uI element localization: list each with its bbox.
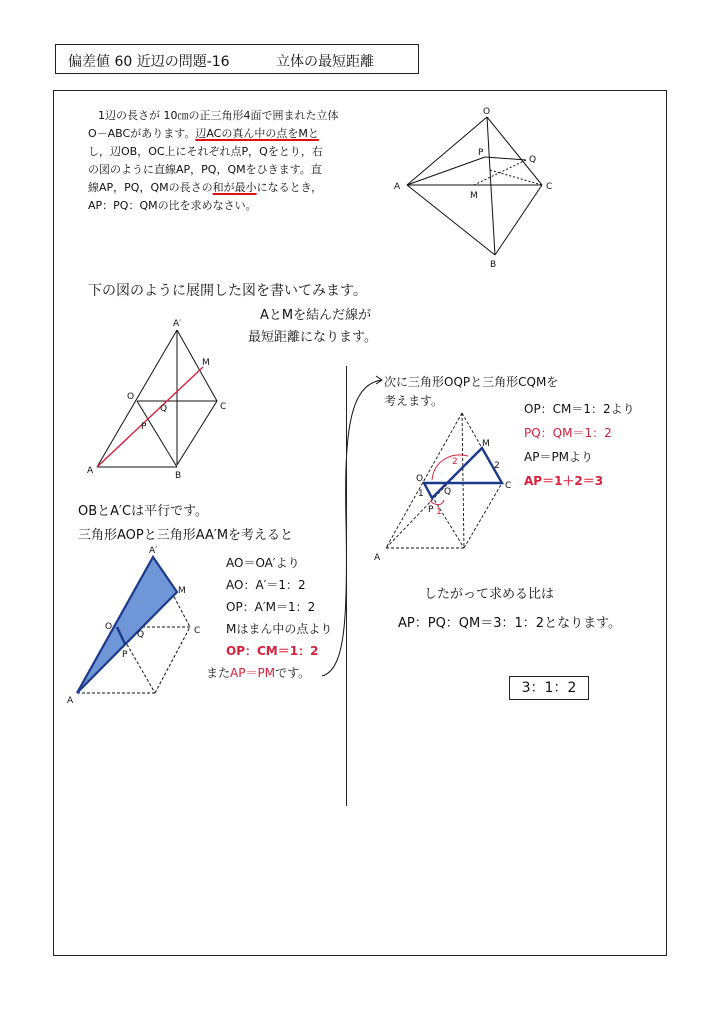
net-figure: [85, 315, 235, 490]
eq-2: AO：A′＝1：2: [226, 578, 306, 592]
tri-label-q: Q: [137, 630, 145, 640]
result-1: OP：CM＝1：2より: [524, 402, 635, 416]
net-label-q: Q: [160, 404, 168, 414]
tri-label-c: C: [194, 626, 201, 636]
tetra-label-b: B: [490, 260, 497, 270]
eq-6-suffix: です。: [275, 666, 311, 680]
fig4-num-1b: 1: [436, 507, 442, 517]
net-label-o: O: [127, 392, 135, 402]
parallel-note: OBとA′Cは平行です。: [78, 504, 209, 519]
problem-line-5: 線AP，PQ，QMの長さの和が最小になるとき，: [88, 181, 323, 194]
next-note-2: 考えます。: [384, 394, 444, 408]
fig4-label-q: Q: [444, 487, 452, 497]
problem-line-2: O－ABCがあります。辺ACの真ん中の点をMと: [88, 127, 319, 140]
eq-4: Mはまん中の点より: [226, 622, 333, 636]
answer-box: 3：1：2: [509, 676, 589, 700]
result-3: AP＝PMより: [524, 450, 594, 464]
tri-label-o: O: [105, 622, 113, 632]
net-label-p: P: [141, 422, 147, 432]
tetra-label-p: P: [478, 148, 484, 158]
consider-note: 三角形AOPと三角形AA′Mを考えると: [78, 528, 294, 543]
conclusion-1: したがって求める比は: [424, 587, 555, 602]
vertical-divider: [346, 366, 347, 806]
tri-label-p: P: [122, 650, 128, 660]
page-title: 偏差値 60 近辺の問題-16: [68, 54, 230, 70]
tri-label-a: A: [67, 696, 74, 706]
net-label-a-prime: A′: [173, 319, 182, 329]
tetra-label-m: M: [470, 191, 478, 201]
title-box: [55, 44, 419, 74]
fig4-num-2a: 2: [452, 457, 458, 467]
tetra-label-c: C: [546, 182, 553, 192]
problem-line-1: 1辺の長さが 10㎝の正三角形4面で囲まれた立体: [98, 109, 339, 122]
net-label-c: C: [220, 402, 227, 412]
result-2: PQ：QM＝1：2: [524, 426, 612, 440]
eq-6-highlight: AP＝PM: [230, 666, 276, 680]
tetrahedron-figure: [390, 105, 580, 275]
fig4-num-2b: 2: [494, 461, 500, 471]
tetra-label-o: O: [483, 107, 491, 117]
net-label-a: A: [87, 466, 94, 476]
result-4: AP＝1＋2＝3: [524, 474, 604, 488]
tetra-label-a: A: [394, 182, 401, 192]
oqp-cqm-figure: [372, 408, 522, 568]
problem-line-3: し，辺OB，OC上にそれぞれ点P，Qをとり，右: [88, 145, 323, 158]
eq-6: [206, 664, 310, 681]
problem-line-6: AP：PQ：QMの比を求めなさい。: [88, 199, 257, 212]
fig4-label-o: O: [416, 474, 424, 484]
eq-5: OP：CM＝1：2: [226, 644, 319, 658]
problem-line-4: の図のように直線AP，PQ，QMをひきます。直: [88, 163, 322, 176]
am-note-2: 最短距離になります。: [248, 330, 377, 345]
intro-note: 下の図のように展開した図を書いてみます。: [88, 283, 367, 299]
fig4-num-1a: 1: [418, 489, 424, 499]
net-label-b: B: [175, 471, 182, 481]
eq-6-prefix: また: [206, 666, 231, 680]
fig4-label-p: P: [428, 505, 434, 515]
tri-label-m: M: [178, 586, 186, 596]
problem-statement: [88, 107, 378, 215]
eq-3: OP：A′M＝1：2: [226, 600, 316, 614]
tri-label-a-prime: A′: [149, 546, 158, 556]
page-subtitle: 立体の最短距離: [276, 54, 374, 70]
fig4-label-m: M: [482, 439, 490, 449]
tetra-label-q: Q: [529, 155, 537, 165]
next-note-1: 次に三角形OQPと三角形CQMを: [384, 375, 559, 389]
fig4-label-a: A: [374, 553, 381, 563]
am-note-1: AとMを結んだ線が: [260, 308, 372, 323]
conclusion-2: AP：PQ：QM＝3：1：2となります。: [398, 616, 622, 631]
net-label-m: M: [202, 358, 210, 368]
fig4-label-c: C: [505, 481, 512, 491]
eq-1: AO＝OA′より: [226, 556, 300, 570]
similar-triangles-figure: [65, 545, 215, 705]
